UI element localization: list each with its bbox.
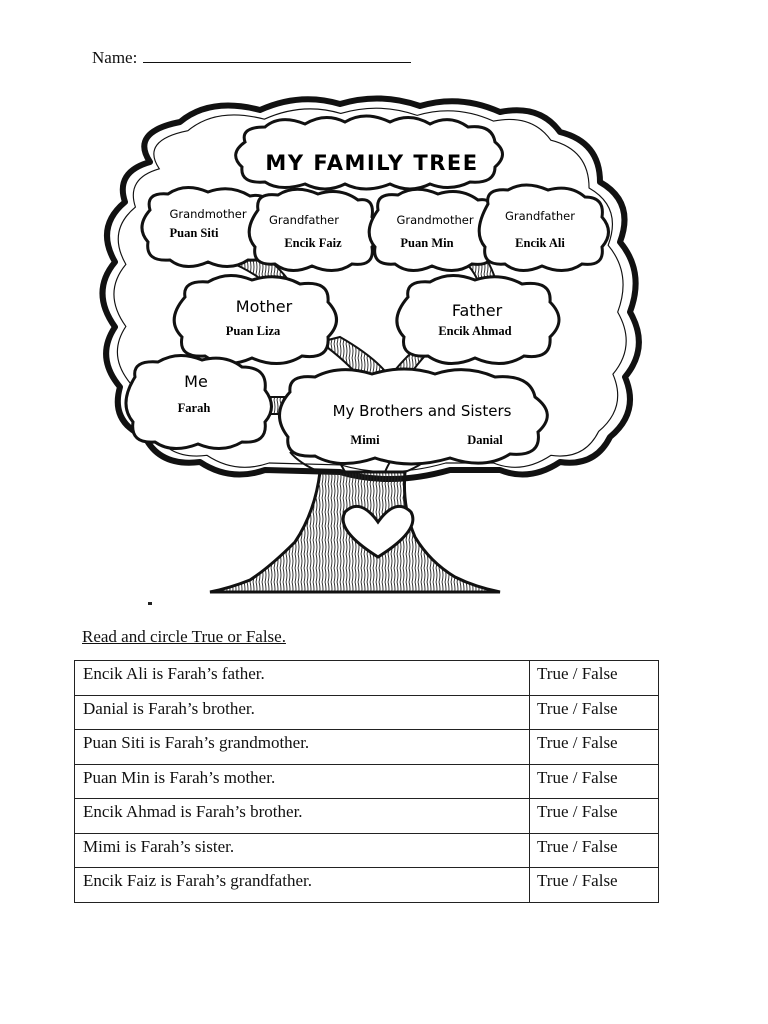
- name-sibling-1: Mimi: [350, 433, 380, 447]
- statement-cell: Puan Siti is Farah’s grandmother.: [75, 730, 530, 765]
- name-field[interactable]: [92, 48, 411, 68]
- label-grandmother-left: Grandmother: [169, 207, 247, 221]
- statement-cell: Danial is Farah’s brother.: [75, 695, 530, 730]
- label-mother: Mother: [235, 297, 293, 316]
- name-me: Farah: [177, 401, 211, 415]
- label-grandmother-right: Grandmother: [396, 213, 474, 227]
- name-grandmother-right: Puan Min: [400, 236, 454, 250]
- label-father: Father: [451, 301, 503, 320]
- statement-cell: Encik Ahmad is Farah’s brother.: [75, 799, 530, 834]
- label-grandfather-left: Grandfather: [269, 213, 339, 227]
- family-tree-illustration: [90, 92, 650, 612]
- statement-cell: Encik Faiz is Farah’s grandfather.: [75, 868, 530, 903]
- name-mother: Puan Liza: [225, 324, 281, 338]
- name-sibling-2: Danial: [467, 433, 503, 447]
- statement-cell: Mimi is Farah’s sister.: [75, 833, 530, 868]
- true-false-answer[interactable]: True / False: [530, 833, 659, 868]
- name-grandfather-right: Encik Ali: [515, 236, 565, 250]
- table-row: [75, 799, 659, 834]
- true-false-answer[interactable]: True / False: [530, 764, 659, 799]
- table-row: [75, 695, 659, 730]
- true-false-answer[interactable]: True / False: [530, 695, 659, 730]
- true-false-table: [74, 660, 659, 903]
- table-row: [75, 730, 659, 765]
- label-me: Me: [184, 372, 208, 391]
- name-blank-line[interactable]: [143, 50, 411, 63]
- name-father: Encik Ahmad: [438, 324, 512, 338]
- label-siblings: My Brothers and Sisters: [332, 402, 512, 420]
- name-grandfather-left: Encik Faiz: [284, 236, 342, 250]
- statement-cell: Puan Min is Farah’s mother.: [75, 764, 530, 799]
- name-label: Name:: [92, 48, 138, 67]
- instruction: Read and circle True or False.: [82, 627, 286, 646]
- true-false-answer[interactable]: True / False: [530, 730, 659, 765]
- stray-mark: [148, 602, 152, 605]
- statement-cell: Encik Ali is Farah’s father.: [75, 661, 530, 696]
- table-row: [75, 868, 659, 903]
- true-false-answer[interactable]: True / False: [530, 799, 659, 834]
- tree-title: MY FAMILY TREE: [265, 151, 479, 175]
- table-row: [75, 764, 659, 799]
- label-grandfather-right: Grandfather: [505, 209, 575, 223]
- table-row: [75, 833, 659, 868]
- name-grandmother-left: Puan Siti: [169, 226, 219, 240]
- true-false-answer[interactable]: True / False: [530, 868, 659, 903]
- table-row: [75, 661, 659, 696]
- true-false-answer[interactable]: True / False: [530, 661, 659, 696]
